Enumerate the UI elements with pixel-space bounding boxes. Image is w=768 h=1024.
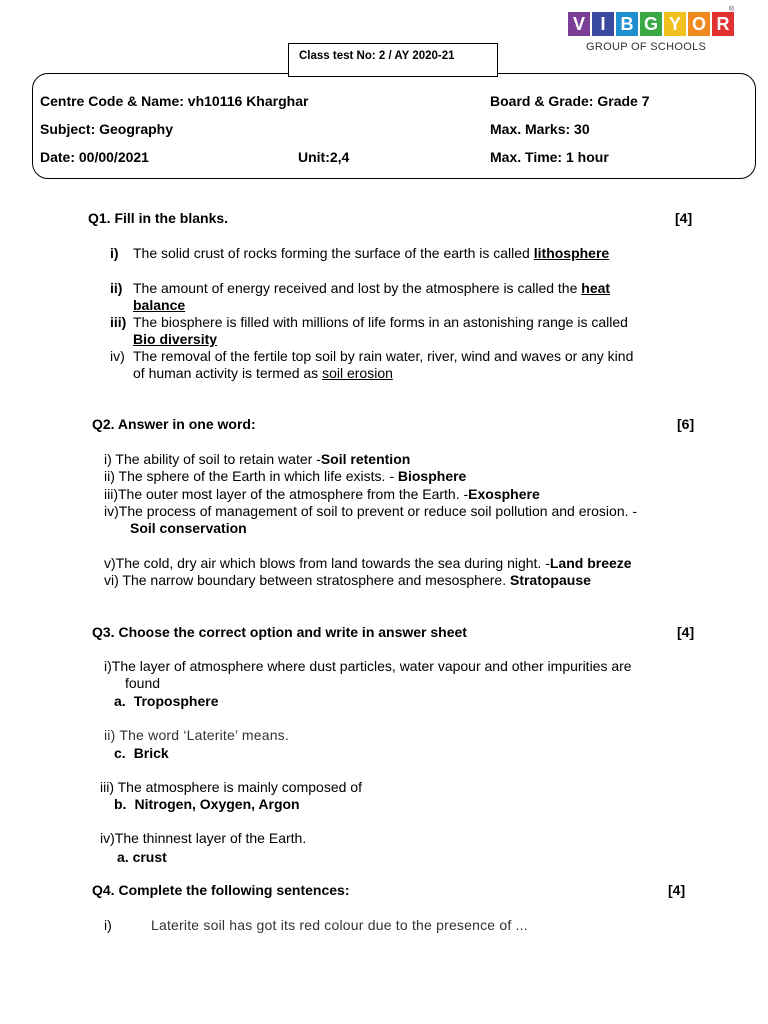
q1-num: i)	[110, 245, 119, 261]
max-time: Max. Time: 1 hour	[490, 149, 609, 165]
test-label: Class test No: 2 / AY 2020-21	[288, 43, 498, 77]
logo-trademark: ®	[728, 6, 734, 13]
q3-answer-letter: b.	[114, 796, 127, 812]
q2-item	[104, 486, 540, 503]
q1-item	[133, 365, 393, 382]
q1-num: iv)	[110, 348, 125, 364]
q2-item	[104, 555, 632, 572]
q3-answer-letter: a.	[114, 693, 126, 709]
q2-answer: Exosphere	[468, 486, 540, 502]
logo-letter: B	[616, 12, 638, 36]
q1-answer: soil erosion	[322, 365, 393, 381]
logo-letter: I	[592, 12, 614, 36]
q2-item	[104, 468, 466, 485]
q1-text: The amount of energy received and lost by the atmosphere is called the	[133, 280, 582, 296]
q4-title: Q4. Complete the following sentences:	[92, 882, 350, 898]
q3-text: i)The layer of atmosphere where dust particles, water vapour and other impurities are	[104, 658, 632, 674]
school-logo	[558, 6, 734, 58]
q3-answer	[114, 693, 218, 710]
q2-title: Q2. Answer in one word:	[92, 416, 256, 432]
q2-text: iii)The outer most layer of the atmosphere from the Earth. -	[104, 486, 469, 502]
q1-answer: heat	[581, 280, 611, 296]
logo-letter: R	[712, 12, 734, 36]
centre-name: Centre Code & Name: vh10116 Kharghar	[40, 93, 309, 109]
q1-item	[133, 280, 610, 297]
q1-marks: [4]	[675, 210, 693, 226]
q3-text: iii) The atmosphere is mainly composed of	[100, 779, 362, 795]
q1-text: The removal of the fertile top soil by rain water, river, wind and waves or any kind	[133, 348, 634, 364]
q1-title: Q1. Fill in the blanks.	[88, 210, 229, 226]
logo-letter: V	[568, 12, 590, 36]
q3-answer	[114, 796, 300, 813]
q1-num: ii)	[110, 280, 123, 296]
q2-answer: Land breeze	[549, 555, 632, 571]
q1-text: The solid crust of rocks forming the surface of the earth is called	[133, 245, 534, 261]
q3-text: ii) The word ‘Laterite’ means.	[104, 727, 289, 743]
q3-marks: [4]	[677, 624, 695, 640]
q2-text: i) The ability of soil to retain water -	[104, 451, 321, 467]
q2-text: vi) The narrow boundary between stratosphere and mesosphere.	[104, 572, 510, 588]
unit: Unit:2,4	[298, 149, 350, 165]
q3-answer-text: Troposphere	[133, 693, 219, 709]
subject: Subject: Geography	[40, 121, 174, 137]
q1-text: of human activity is termed as	[133, 365, 323, 381]
q2-marks: [6]	[677, 416, 695, 432]
max-marks: Max. Marks: 30	[490, 121, 590, 137]
q1-text: The biosphere is filled with millions of life forms in an astonishing range is called	[133, 314, 628, 330]
q4-num: i)	[104, 917, 112, 933]
q2-answer: Biosphere	[397, 468, 467, 484]
logo-letters	[568, 12, 734, 36]
logo-letter: Y	[664, 12, 686, 36]
q2-item	[104, 451, 410, 468]
q3-answer-text: Brick	[133, 745, 169, 761]
q3-answer-text: Nitrogen, Oxygen, Argon	[134, 796, 300, 812]
q2-text: ii) The sphere of the Earth in which life exists. -	[104, 468, 398, 484]
q2-answer: Stratopause	[509, 572, 591, 588]
q3-answer: a. crust	[117, 849, 167, 865]
q1-answer: lithosphere	[533, 245, 610, 261]
q3-title: Q3. Choose the correct option and write in answer sheet	[92, 624, 467, 640]
q1-num: iii)	[110, 314, 127, 330]
q3-answer	[114, 745, 169, 762]
q2-item	[104, 572, 591, 589]
q2-answer: Soil retention	[320, 451, 411, 467]
q4-marks: [4]	[668, 882, 686, 898]
date: Date: 00/00/2021	[40, 149, 149, 165]
logo-letter: G	[640, 12, 662, 36]
board-grade: Board & Grade: Grade 7	[490, 93, 650, 109]
logo-subtitle: GROUP OF SCHOOLS	[586, 41, 707, 53]
q2-text: iv)The process of management of soil to prevent or reduce soil pollution and erosion. -	[104, 503, 638, 519]
q4-text: Laterite soil has got its red colour due to the presence of ...	[151, 917, 528, 933]
q2-text: v)The cold, dry air which blows from land towards the sea during night. -	[104, 555, 550, 571]
q2-answer: Soil conservation	[130, 520, 247, 536]
q1-item	[133, 245, 609, 262]
q3-text: found	[125, 675, 161, 691]
logo-letter: O	[688, 12, 710, 36]
q1-answer: balance	[133, 297, 186, 313]
q1-answer: Bio diversity	[133, 331, 218, 347]
q3-answer-letter: c.	[114, 745, 126, 761]
q3-text: iv)The thinnest layer of the Earth.	[100, 830, 307, 846]
